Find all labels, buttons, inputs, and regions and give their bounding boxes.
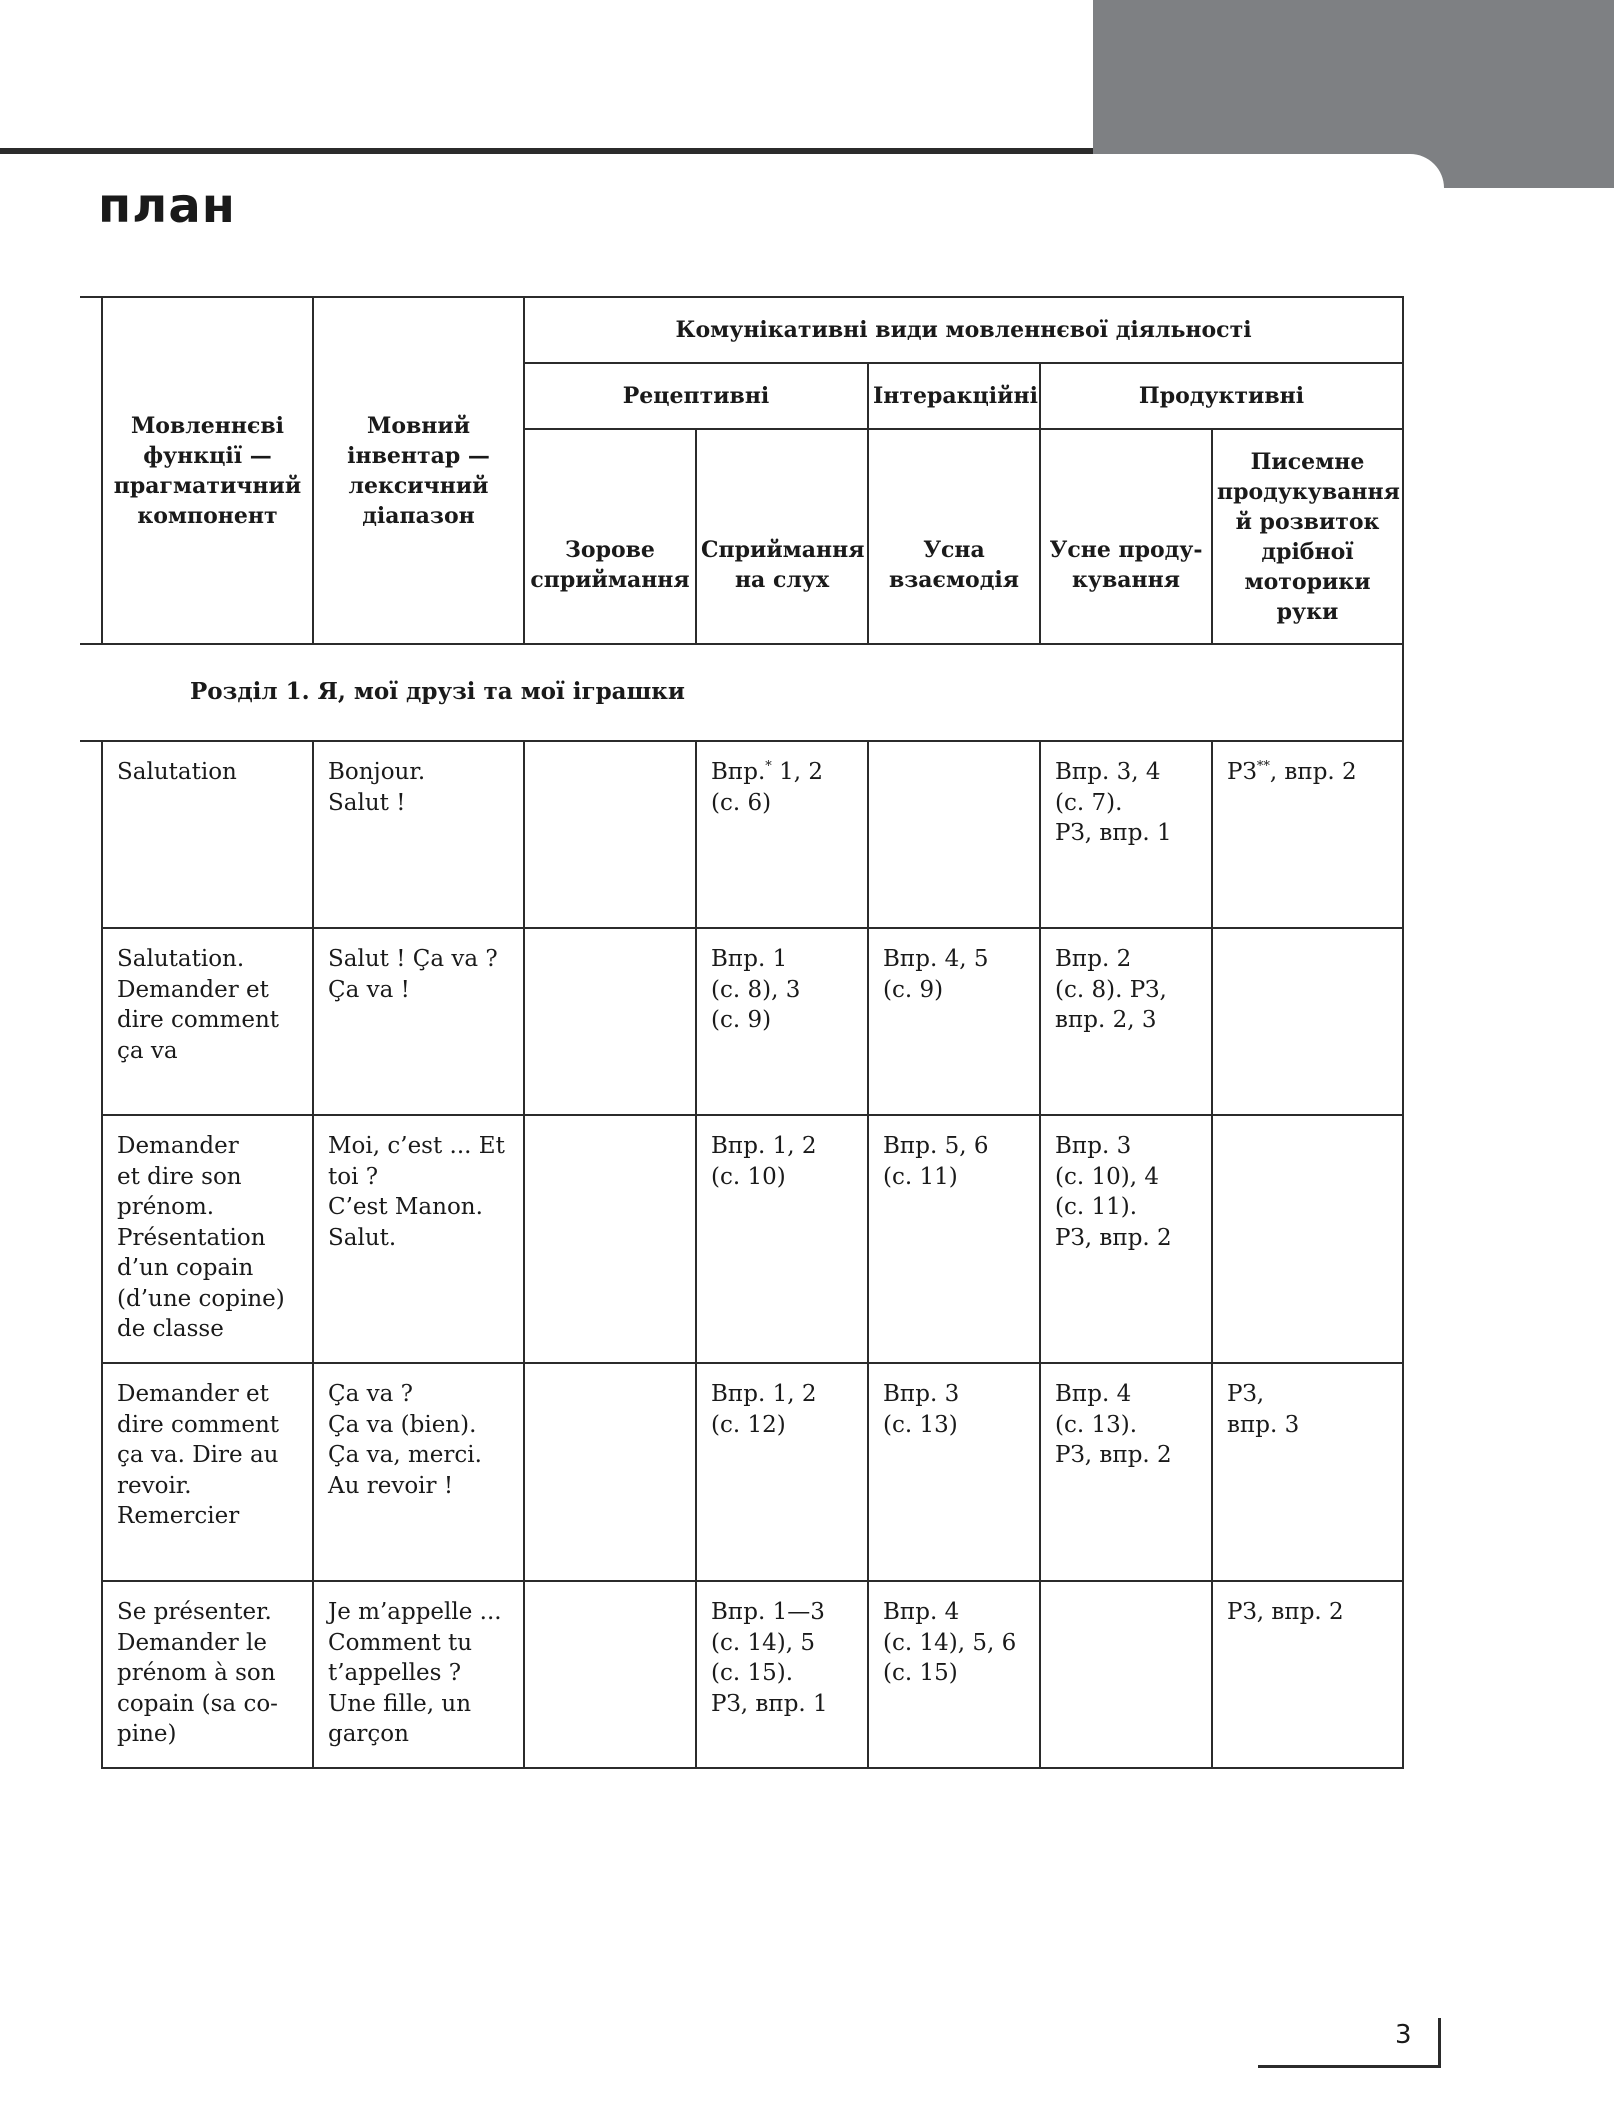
cell-inventory: Je m’appelle ... Comment tu t’appelles ? Une fille, un garçon [313,1581,524,1768]
margin-cell [80,1115,102,1363]
header-interactive: Інтеракційні [868,363,1040,429]
header-written-production: Писемне продукування й розвиток дрібної моторики руки [1212,429,1403,644]
cell-interaction: Впр. 4 (с. 14), 5, 6 (с. 15) [868,1581,1040,1768]
cell-listening: Впр. 1, 2 (с. 10) [696,1115,868,1363]
cell-visual [524,741,696,928]
cell-listening: Впр. 1—3 (с. 14), 5 (с. 15). РЗ, впр. 1 [696,1581,868,1768]
cell-visual [524,1363,696,1581]
cell-interaction: Впр. 3 (с. 13) [868,1363,1040,1581]
header-communicative-types: Комунікативні види мовленнєвої діяльності [524,297,1403,363]
header-tab-notch [1093,154,1444,188]
cell-inventory: Salut ! Ça va ? Ça va ! [313,928,524,1115]
table-row [80,928,1403,1115]
header-productive: Продуктивні [1040,363,1403,429]
header-speech-functions: Мовленнєві функції — прагматичний компонент [102,297,313,644]
margin-cell [80,297,102,644]
cell-visual [524,928,696,1115]
cell-interaction: Впр. 5, 6 (с. 11) [868,1115,1040,1363]
cell-written [1212,741,1403,928]
cell-oral [1040,1581,1212,1768]
table-row [80,1115,1403,1363]
cell-function: Salutation [102,741,313,928]
cell-function: Salutation. Demander et dire comment ça va [102,928,313,1115]
page-title: план [98,178,236,234]
cell-inventory: Ça va ? Ça va (bien). Ça va, merci. Au revoir ! [313,1363,524,1581]
cell-function: Demander et dire comment ça va. Dire au revoir. Remercier [102,1363,313,1581]
cell-visual [524,1115,696,1363]
cell-written-rest: , впр. 2 [1269,759,1357,785]
header-oral-interaction: Усна взаємодія [868,429,1040,644]
cell-oral: Впр. 4 (с. 13). РЗ, впр. 2 [1040,1363,1212,1581]
header-visual-perception: Зорове сприймання [524,429,696,644]
header-listening: Сприймання на слух [696,429,868,644]
cell-written [1212,1115,1403,1363]
cell-inventory: Bonjour. Salut ! [313,741,524,928]
table-row [80,1363,1403,1581]
margin-cell [80,1363,102,1581]
cell-written [1212,928,1403,1115]
plan-table [80,296,1404,1769]
table-row [80,1581,1403,1768]
table-row [80,741,1403,928]
cell-listening: Впр. 1, 2 (с. 12) [696,1363,868,1581]
cell-listening-main: Впр. [711,759,766,785]
cell-listening-rest: 1, 2 (с. 6) [711,759,823,816]
header-language-inventory: Мовний інвентар — лексичний діапазон [313,297,524,644]
cell-written: РЗ, впр. 2 [1212,1581,1403,1768]
header-row-1 [80,297,1403,363]
margin-cell [80,1581,102,1768]
cell-listening [696,741,868,928]
cell-oral: Впр. 3 (с. 10), 4 (с. 11). РЗ, впр. 2 [1040,1115,1212,1363]
cell-written-main: РЗ [1227,759,1257,785]
footnote-mark: ** [1256,759,1270,774]
cell-listening: Впр. 1 (с. 8), 3 (с. 9) [696,928,868,1115]
cell-oral: Впр. 3, 4 (с. 7). РЗ, впр. 1 [1040,741,1212,928]
cell-function: Se présenter. Demander le prénom à son copain (sa co- pine) [102,1581,313,1768]
cell-interaction: Впр. 4, 5 (с. 9) [868,928,1040,1115]
cell-inventory: Moi, c’est ... Et toi ? C’est Manon. Salut. [313,1115,524,1363]
margin-cell [80,928,102,1115]
cell-oral: Впр. 2 (с. 8). РЗ, впр. 2, 3 [1040,928,1212,1115]
section-row [80,644,1403,741]
section-title: Розділ 1. Я, мої друзі та мої іграшки [80,644,1403,741]
cell-written: РЗ, впр. 3 [1212,1363,1403,1581]
cell-interaction [868,741,1040,928]
page-number-frame [1258,2018,1441,2068]
margin-cell [80,741,102,928]
header-oral-production: Усне проду-кування [1040,429,1212,644]
header-rule [0,148,1095,154]
cell-visual [524,1581,696,1768]
header-receptive: Рецептивні [524,363,868,429]
footnote-mark: * [765,759,772,774]
cell-function: Demander et dire son prénom. Présentation d’un copain (d’une copine) de classe [102,1115,313,1363]
page-number: 3 [1395,2020,1412,2050]
